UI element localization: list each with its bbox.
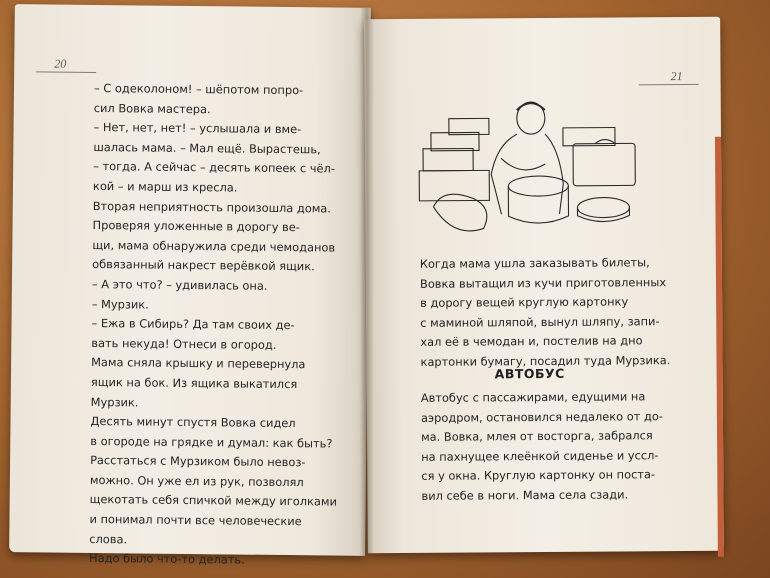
text-line: в огороде на грядке и думал: как быть? bbox=[90, 433, 333, 451]
text-line: – Нет, нет, нет! – услышала и вме- bbox=[93, 120, 302, 137]
text-line: Мама сняла крышку и перевернула bbox=[91, 355, 306, 372]
right-page-number: 21 bbox=[670, 69, 683, 84]
text-line: на пахнущее клеёнкой сиденье и уссл- bbox=[421, 447, 659, 464]
section-title: АВТОБУС bbox=[494, 365, 565, 382]
text-line: аэродром, остановился недалеко от до- bbox=[420, 408, 663, 425]
text-line: Мурзик. bbox=[90, 394, 139, 409]
illustration-boy-with-box bbox=[413, 87, 654, 249]
text-line: картонки бумагу, посадил туда Мурзика. bbox=[420, 353, 671, 369]
illustration-caption bbox=[420, 253, 675, 372]
text-line: – С одеколоном! – шёпотом попро- bbox=[93, 80, 304, 98]
text-line: Десять минут спустя Вовка сидел bbox=[90, 414, 296, 431]
text-line: вил себе в ноги. Мама села сзади. bbox=[421, 487, 629, 503]
right-page bbox=[364, 17, 724, 553]
text-line: кой – и марш из кресла. bbox=[92, 178, 238, 195]
text-line: Вторая неприятность произошла дома. bbox=[92, 198, 332, 216]
left-page bbox=[9, 4, 371, 567]
text-line: вать некуда! Отнеси в огород. bbox=[91, 335, 277, 352]
left-page-number: 20 bbox=[54, 56, 67, 71]
text-line: ся у окна. Круглую картонку он поста- bbox=[421, 467, 656, 484]
text-line: сил Вовка мастера. bbox=[93, 100, 211, 116]
text-line: слова. bbox=[89, 531, 128, 547]
text-line: ящик на бок. Из ящика выкатился bbox=[90, 374, 298, 392]
text-line: Вовка вытащил из кучи приготовленных bbox=[419, 274, 667, 291]
text-line: в дорогу вещей круглую картонку bbox=[420, 294, 629, 311]
page-edge-accent bbox=[715, 137, 724, 557]
right-page-rule bbox=[639, 84, 699, 85]
text-line: шалась мама. – Мал ещё. Вырастешь, bbox=[93, 139, 321, 157]
text-line: – А это что? – удивилась она. bbox=[91, 276, 268, 293]
text-line: обвязанный накрест верёвкой ящик. bbox=[92, 257, 315, 274]
text-line: Автобус с пассажирами, едущими на bbox=[420, 389, 646, 405]
text-line: – Мурзик. bbox=[91, 296, 149, 312]
text-line: Расстаться с Мурзиком было невоз- bbox=[90, 453, 306, 470]
text-line: Проверяя уложенные в дорогу ве- bbox=[92, 218, 301, 235]
text-line: – тогда. А сейчас – десять копеек с чёл- bbox=[93, 159, 336, 176]
text-line: и понимал почти все человеческие bbox=[89, 512, 302, 529]
text-line: ма. Вовка, млея от восторга, забрался bbox=[421, 428, 653, 445]
text-line: Надо было что-то делать. bbox=[89, 551, 245, 567]
text-line: хал её в чемодан и, постелив на дно bbox=[420, 333, 643, 350]
left-page-text bbox=[89, 79, 352, 572]
text-line: – Ежа в Сибирь? Да там своих де- bbox=[91, 316, 295, 333]
book-spine bbox=[360, 8, 374, 556]
text-line: с маминой шляпой, вынул шляпу, запи- bbox=[420, 313, 660, 330]
text-line: можно. Он уже ел из рук, позволял bbox=[89, 472, 304, 490]
text-line: Когда мама ушла заказывать билеты, bbox=[419, 255, 650, 271]
left-page-rule bbox=[36, 71, 96, 73]
text-line: щекотать себя спичкой между иголками bbox=[89, 492, 338, 510]
text-line: щи, мама обнаружила среди чемоданов bbox=[92, 237, 336, 255]
section-body bbox=[421, 387, 676, 506]
